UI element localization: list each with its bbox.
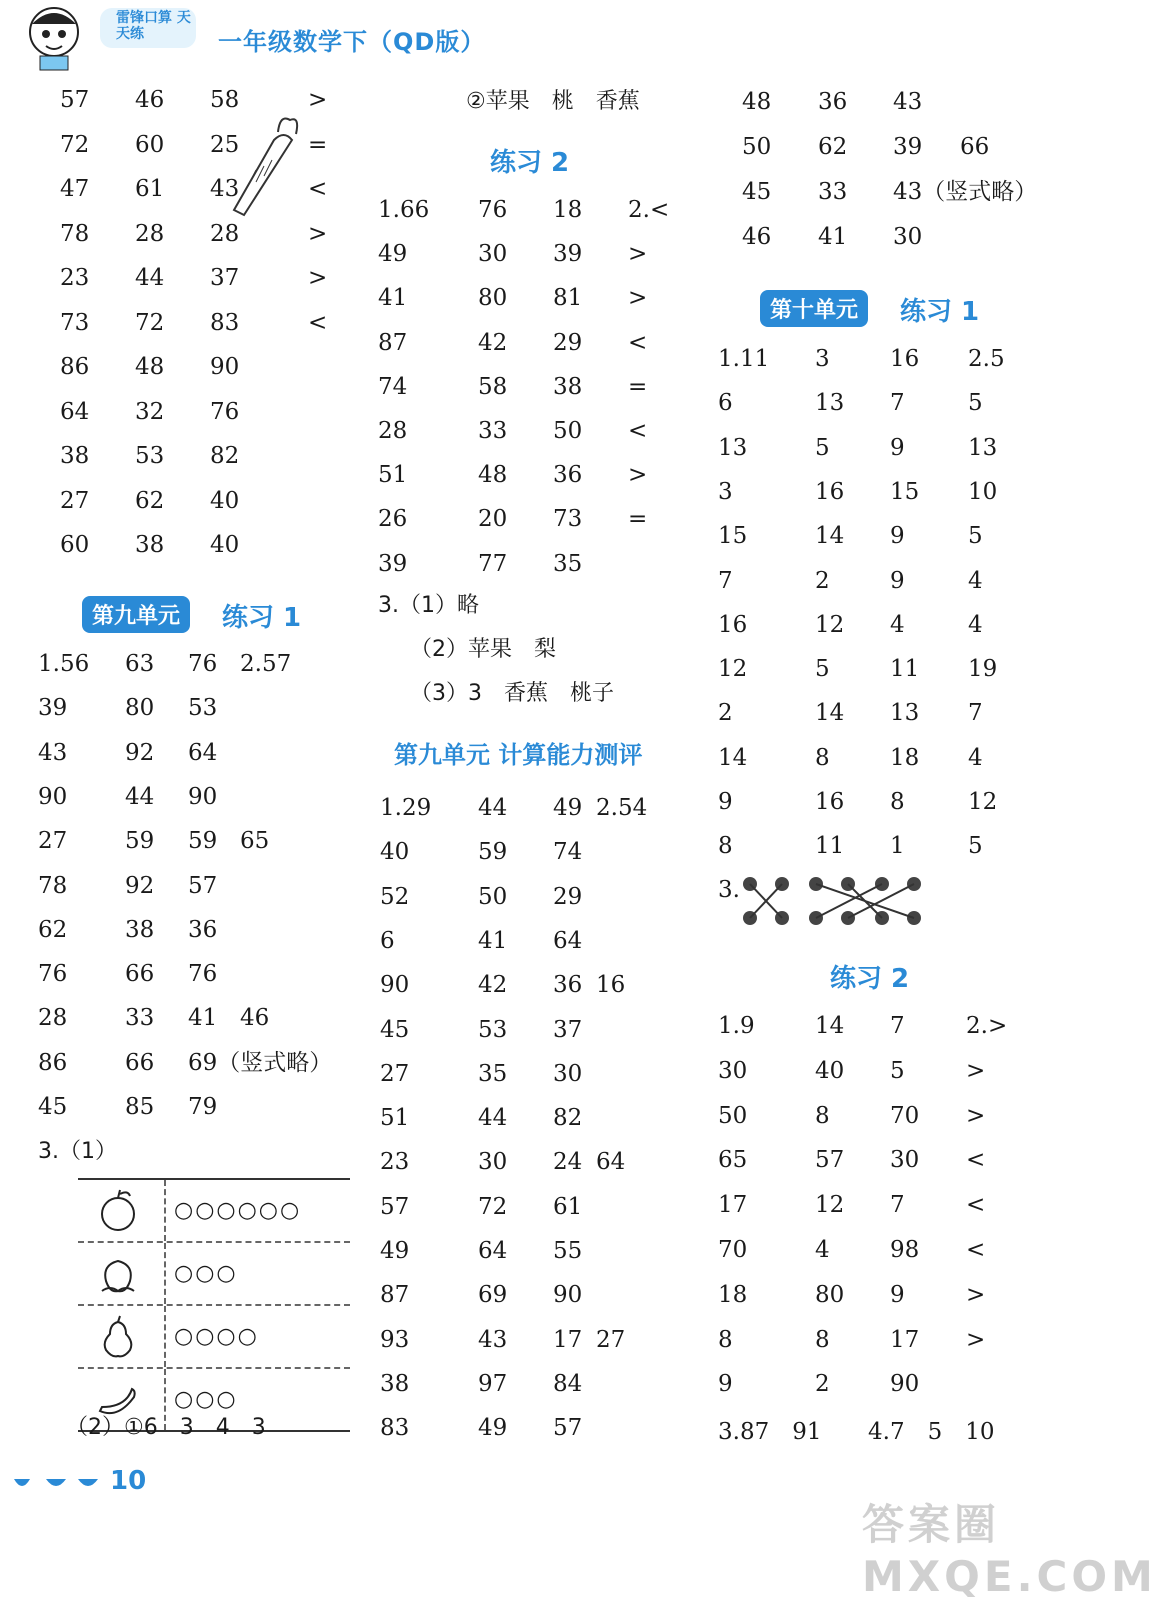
answer-cell: 83 (210, 309, 240, 336)
answer-cell: 62 (135, 487, 165, 514)
answer-cell: 60 (135, 131, 165, 158)
answer-cell: 90 (188, 783, 218, 810)
answer-cell: 12 (718, 656, 748, 683)
answer-cell: 28 (378, 418, 408, 444)
answer-cell: > (628, 462, 648, 489)
answer-cell: 2 (815, 1371, 830, 1398)
answer-cell: 1.29 (380, 795, 432, 821)
answer-cell: 38 (125, 916, 155, 943)
answer-cell: 76 (478, 197, 508, 223)
answer-cell: 60 (60, 532, 90, 558)
answer-cell: > (308, 220, 328, 247)
answer-cell: 8 (815, 744, 830, 771)
answer-cell: 14 (815, 1013, 845, 1039)
col3-q4-answer: 4.7 5 10 (868, 1419, 995, 1445)
answer-cell: 53 (478, 1016, 508, 1043)
answer-cell: 80 (478, 285, 508, 312)
answer-cell: 14 (718, 744, 748, 771)
answer-cell: 43（竖式略） (893, 179, 1038, 205)
answer-cell: 4 (815, 1237, 830, 1263)
answer-cell: = (308, 131, 328, 158)
answer-cell: 90 (38, 783, 68, 810)
answer-cell: 5 (968, 523, 983, 550)
answer-cell: 28 (210, 220, 240, 247)
answer-cell: 44 (135, 265, 165, 291)
answer-cell: 25 (210, 131, 240, 158)
answer-cell: 14 (815, 523, 845, 550)
answer-cell: 46 (742, 224, 772, 250)
answer-cell: 16 (815, 789, 845, 815)
answer-cell: 36 (818, 89, 848, 115)
answer-cell: 38 (380, 1370, 410, 1397)
answer-cell: 70 (718, 1237, 748, 1263)
answer-cell: 9 (890, 1281, 905, 1308)
answer-cell: 2.57 (240, 651, 292, 677)
circle-count: ○○○○ (174, 1324, 259, 1349)
circle-count: ○○○ (174, 1387, 238, 1412)
answer-cell: 66 (125, 961, 155, 988)
answer-cell: 5 (815, 434, 830, 461)
answer-cell: 6 (718, 390, 733, 417)
answer-cell: 98 (890, 1237, 920, 1263)
answer-cell: 8 (890, 789, 905, 815)
answer-cell: 64 (596, 1149, 626, 1176)
answer-cell: 17 (890, 1326, 920, 1353)
answer-cell: 23 (380, 1149, 410, 1176)
answer-cell: 9 (718, 789, 733, 815)
answer-cell: 3 (815, 346, 830, 372)
circle-count: ○○○ (174, 1261, 238, 1286)
answer-cell: 8 (815, 1102, 830, 1129)
answer-cell: 7 (890, 390, 905, 417)
answer-cell: 16 (718, 611, 748, 638)
answer-cell: 42 (478, 329, 508, 356)
unit10-badge: 第十单元 (760, 290, 868, 327)
answer-cell: 4 (890, 611, 905, 638)
answer-cell: 66 (125, 1049, 155, 1076)
answer-cell: 61 (135, 176, 165, 202)
answer-cell: 45 (742, 179, 772, 205)
answer-cell: > (966, 1102, 986, 1129)
answer-cell: 16 (890, 346, 920, 372)
answer-cell: 33 (478, 418, 508, 444)
answer-cell: 38 (135, 532, 165, 558)
answer-cell: 28 (135, 220, 165, 247)
answer-cell: 45 (38, 1094, 68, 1120)
answer-cell: 86 (38, 1049, 68, 1076)
answer-cell: 46 (135, 87, 165, 113)
answer-cell: 29 (553, 329, 583, 356)
answer-cell: 9 (890, 434, 905, 461)
answer-cell: 40 (380, 839, 410, 866)
carrot-icon (214, 110, 304, 224)
answer-cell: < (966, 1147, 986, 1174)
answer-cell: 72 (60, 131, 90, 158)
answer-cell: 43 (38, 739, 68, 766)
answer-cell: 27 (60, 487, 90, 514)
answer-cell: 57 (815, 1147, 845, 1174)
answer-cell: 28 (38, 1005, 68, 1032)
answer-cell: 87 (378, 329, 408, 356)
answer-cell: 51 (378, 462, 408, 489)
answer-cell: 80 (125, 695, 155, 722)
answer-cell: 69（竖式略） (188, 1049, 333, 1076)
answer-cell: 13 (890, 700, 920, 727)
answer-cell: 20 (478, 506, 508, 533)
answer-cell: 7 (890, 1192, 905, 1219)
answer-cell: 47 (60, 176, 90, 202)
answer-cell: < (308, 176, 328, 202)
answer-cell: 77 (478, 550, 508, 577)
answer-cell: 39 (893, 134, 923, 160)
answer-cell: 39 (553, 241, 583, 268)
answer-cell: 36 (188, 916, 218, 943)
answer-cell: 7 (890, 1013, 905, 1039)
answer-cell: 43 (893, 89, 923, 115)
answer-cell: 9 (890, 567, 905, 594)
answer-cell: 36 (553, 972, 583, 999)
answer-cell: 35 (478, 1060, 508, 1087)
answer-cell: 49 (378, 241, 408, 268)
answer-cell: 1.11 (718, 346, 770, 372)
answer-cell: 15 (718, 523, 748, 550)
answer-cell: 13 (718, 434, 748, 461)
answer-cell: 49 (553, 795, 583, 821)
answer-cell: 53 (135, 443, 165, 469)
answer-cell: 12 (815, 1192, 845, 1219)
answer-cell: > (628, 285, 648, 312)
answer-cell: 58 (210, 87, 240, 113)
unit9-test-title: 第九单元 计算能力测评 (394, 741, 643, 769)
answer-cell: 43 (210, 176, 240, 202)
answer-cell: 62 (818, 134, 848, 160)
col3-exercise2-title: 练习 2 (830, 964, 910, 994)
answer-cell: 92 (125, 739, 155, 766)
answer-cell: 5 (968, 833, 983, 860)
answer-cell: 5 (815, 656, 830, 683)
answer-cell: 50 (742, 134, 772, 160)
answer-cell: 18 (553, 197, 583, 223)
col2-top-line: ②苹果 桃 香蕉 (466, 89, 640, 114)
answer-cell: 44 (478, 1105, 508, 1132)
answer-cell: 59 (478, 839, 508, 866)
answer-cell: 39 (38, 695, 68, 722)
answer-cell: 48 (742, 89, 772, 115)
answer-cell: 14 (815, 700, 845, 727)
answer-cell: 11 (815, 833, 845, 860)
answer-cell: 57 (380, 1193, 410, 1220)
answer-cell: 26 (378, 506, 408, 533)
answer-cell: 41 (818, 224, 848, 250)
answer-cell: 74 (378, 373, 408, 400)
answer-cell: 90 (553, 1282, 583, 1309)
answer-cell: 58 (478, 373, 508, 400)
answer-cell: 50 (553, 418, 583, 444)
answer-cell: 65 (718, 1147, 748, 1174)
answer-cell: 43 (478, 1326, 508, 1353)
answer-cell: 86 (60, 354, 90, 380)
answer-cell: 9 (718, 1371, 733, 1398)
answer-cell: 32 (135, 398, 165, 425)
answer-cell: 10 (968, 478, 998, 505)
col2-q3-line2: （2）苹果 梨 (410, 637, 556, 662)
answer-cell: 1.9 (718, 1013, 755, 1039)
answer-cell: 76 (188, 961, 218, 988)
answer-cell: 81 (553, 285, 583, 312)
answer-cell: 42 (478, 972, 508, 999)
answer-cell: 40 (210, 532, 240, 558)
answer-cell: 49 (380, 1238, 410, 1264)
col2-q3-line1: 3.（1）略 (378, 593, 479, 618)
answer-cell: 7 (968, 700, 983, 727)
answer-cell: 40 (210, 487, 240, 514)
answer-cell: 90 (210, 354, 240, 380)
answer-cell: 27 (596, 1326, 626, 1353)
answer-cell: 50 (478, 883, 508, 910)
answer-cell: 57 (188, 872, 218, 899)
logo-text: 雷锋口算 天天练 (116, 10, 191, 42)
answer-cell: = (628, 506, 648, 533)
answer-cell: 41 (188, 1005, 218, 1032)
answer-cell: > (966, 1057, 986, 1084)
answer-cell: 38 (553, 373, 583, 400)
answer-cell: 33 (818, 179, 848, 205)
answer-cell: 38 (60, 443, 90, 469)
answer-cell: 41 (378, 285, 408, 312)
fruit-row (78, 1178, 350, 1241)
answer-cell: 51 (380, 1105, 410, 1132)
answer-cell: 17 (718, 1192, 748, 1219)
answer-cell: 39 (378, 550, 408, 577)
answer-cell: 23 (60, 265, 90, 291)
answer-cell: 11 (890, 656, 920, 683)
answer-cell: 17 (553, 1326, 583, 1353)
answer-cell: 5 (968, 390, 983, 417)
answer-cell: 45 (380, 1016, 410, 1043)
answer-cell: 76 (210, 398, 240, 425)
answer-cell: < (308, 309, 328, 336)
answer-cell: 2.< (628, 197, 670, 223)
answer-cell: 90 (890, 1371, 920, 1398)
answer-cell: > (966, 1281, 986, 1308)
unit9-exercise1-title: 练习 1 (222, 603, 302, 633)
col3-q3-label: 3. (718, 877, 740, 903)
answer-cell: 6 (380, 927, 395, 954)
answer-cell: 72 (478, 1193, 508, 1220)
answer-cell: 9 (890, 523, 905, 550)
answer-cell: < (966, 1192, 986, 1219)
answer-cell: 72 (135, 309, 165, 336)
apple-icon (96, 1188, 140, 1232)
answer-cell: 78 (38, 872, 68, 899)
answer-cell: 64 (188, 739, 218, 766)
answer-cell: 16 (596, 972, 626, 999)
answer-cell: 80 (815, 1281, 845, 1308)
answer-cell: 64 (553, 927, 583, 954)
brand-logo (14, 2, 204, 72)
answer-cell: 57 (60, 87, 90, 113)
pear-icon (96, 1314, 140, 1358)
answer-cell: 37 (553, 1016, 583, 1043)
answer-cell: 82 (210, 443, 240, 469)
answer-cell: 97 (478, 1370, 508, 1397)
answer-cell: 30 (893, 224, 923, 250)
answer-cell: 13 (968, 434, 998, 461)
answer-cell: 1.56 (38, 651, 90, 677)
answer-cell: 2.54 (596, 795, 648, 821)
answer-cell: 30 (478, 1149, 508, 1176)
answer-cell: 76 (38, 961, 68, 988)
fruit-row (78, 1241, 350, 1304)
answer-cell: 1.66 (378, 197, 430, 223)
answer-cell: 40 (815, 1057, 845, 1084)
answer-cell: > (308, 265, 328, 291)
answer-cell: 27 (380, 1060, 410, 1087)
answer-cell: 37 (210, 265, 240, 291)
answer-cell: 36 (553, 462, 583, 489)
col1-q3-label: 3.（1） (38, 1139, 117, 1164)
answer-cell: 69 (478, 1282, 508, 1309)
page-title: 一年级数学下（QD版） (218, 28, 486, 56)
answer-cell: < (628, 329, 648, 356)
fruit-row (78, 1304, 350, 1367)
unit10-exercise1-title: 练习 1 (900, 297, 980, 327)
answer-cell: 44 (125, 783, 155, 810)
answer-cell: 93 (380, 1326, 410, 1353)
answer-cell: 49 (478, 1415, 508, 1442)
answer-cell: < (966, 1237, 986, 1263)
answer-cell: 48 (135, 354, 165, 380)
answer-cell: 3 (718, 478, 733, 505)
answer-cell: 64 (60, 398, 90, 425)
answer-cell: 18 (718, 1281, 748, 1308)
answer-cell: 30 (890, 1147, 920, 1174)
answer-cell: 64 (478, 1238, 508, 1264)
answer-cell: 90 (380, 972, 410, 999)
footer-decoration (12, 1475, 102, 1499)
answer-cell: 12 (968, 789, 998, 815)
peach-icon (96, 1251, 140, 1295)
answer-cell: 12 (815, 611, 845, 638)
answer-cell: 55 (553, 1238, 583, 1264)
answer-cell: 76 (188, 651, 218, 677)
answer-cell: 84 (553, 1370, 583, 1397)
col1-q3-part2: （2）①6 3 4 3 (66, 1415, 266, 1440)
answer-cell: 29 (553, 883, 583, 910)
answer-cell: 46 (240, 1005, 270, 1032)
answer-cell: 57 (553, 1415, 583, 1442)
col3-q3-answer: 3.87 91 (718, 1419, 822, 1445)
answer-cell: 52 (380, 883, 410, 910)
answer-cell: 44 (478, 795, 508, 821)
answer-cell: 59 (125, 828, 155, 855)
answer-cell: 74 (553, 839, 583, 866)
answer-cell: 63 (125, 651, 155, 677)
answer-cell: 83 (380, 1415, 410, 1442)
answer-cell: 70 (890, 1102, 920, 1129)
circle-count: ○○○○○○ (174, 1198, 302, 1223)
answer-cell: > (308, 87, 328, 113)
answer-cell: 16 (815, 478, 845, 505)
answer-cell: 30 (478, 241, 508, 268)
answer-cell: > (966, 1326, 986, 1353)
answer-cell: 2.5 (968, 346, 1005, 372)
answer-cell: 30 (718, 1057, 748, 1084)
answer-cell: 1 (890, 833, 905, 860)
answer-cell: 15 (890, 478, 920, 505)
answer-cell: 2.> (966, 1013, 1008, 1039)
answer-cell: 65 (240, 828, 270, 855)
answer-cell: 4 (968, 744, 983, 771)
answer-cell: 82 (553, 1105, 583, 1132)
col2-q3-line3: （3）3 香蕉 桃子 (410, 681, 614, 706)
col2-exercise2-title: 练习 2 (490, 148, 570, 178)
page-number: 10 (110, 1466, 147, 1496)
watermark: 答案圈 MXQE.COM (862, 1500, 1157, 1601)
answer-cell: 8 (718, 833, 733, 860)
answer-cell: 62 (38, 916, 68, 943)
answer-cell: 30 (553, 1060, 583, 1087)
answer-cell: 61 (553, 1193, 583, 1220)
answer-cell: 27 (38, 828, 68, 855)
answer-cell: 66 (960, 134, 990, 160)
answer-cell: 19 (968, 656, 998, 683)
answer-cell: 4 (968, 567, 983, 594)
answer-cell: 78 (60, 220, 90, 247)
answer-cell: 73 (60, 309, 90, 336)
answer-cell: 59 (188, 828, 218, 855)
answer-cell: 48 (478, 462, 508, 489)
answer-cell: 73 (553, 506, 583, 533)
answer-cell: 24 (553, 1149, 583, 1176)
answer-cell: 87 (380, 1282, 410, 1309)
answer-cell: = (628, 373, 648, 400)
answer-cell: 50 (718, 1102, 748, 1129)
answer-cell: < (628, 418, 648, 444)
answer-cell: 8 (718, 1326, 733, 1353)
answer-cell: 2 (815, 567, 830, 594)
unit9-badge: 第九单元 (82, 596, 190, 633)
answer-cell: 4 (968, 611, 983, 638)
answer-cell: 53 (188, 695, 218, 722)
answer-cell: 79 (188, 1094, 218, 1120)
answer-cell: 33 (125, 1005, 155, 1032)
answer-cell: 18 (890, 744, 920, 771)
matching-dots-diagram (740, 872, 930, 934)
answer-cell: > (628, 241, 648, 268)
answer-cell: 85 (125, 1094, 155, 1120)
answer-cell: 35 (553, 550, 583, 577)
answer-cell: 92 (125, 872, 155, 899)
answer-cell: 13 (815, 390, 845, 417)
answer-cell: 7 (718, 567, 733, 594)
answer-cell: 41 (478, 927, 508, 954)
answer-cell: 5 (890, 1057, 905, 1084)
answer-cell: 2 (718, 700, 733, 727)
fruit-count-table (78, 1178, 350, 1432)
answer-cell: 8 (815, 1326, 830, 1353)
